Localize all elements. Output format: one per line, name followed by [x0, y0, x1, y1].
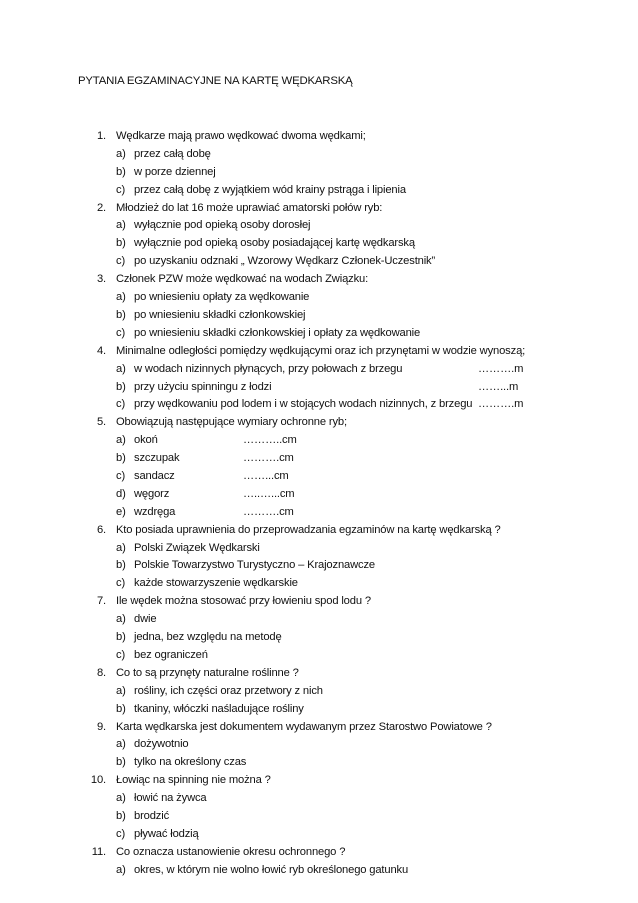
question-number: 10.: [90, 774, 106, 787]
answer-blank: …..…...cm: [243, 487, 295, 500]
answer-blank: ……….cm: [243, 505, 294, 518]
option-text: bez ograniczeń: [134, 648, 208, 661]
answer-option: [0, 307, 638, 325]
answer-blank: ………..cm: [243, 434, 297, 447]
option-text: okres, w którym nie wolno łowić ryb określonego gatunku: [134, 863, 409, 876]
answer-option: [0, 361, 638, 379]
option-text: szczupak: [134, 452, 180, 465]
answer-blank: ……...m: [478, 380, 519, 393]
answer-option: [0, 379, 638, 397]
question-text: Młodzież do lat 16 może uprawiać amatorski połów ryb:: [116, 201, 383, 214]
option-letter: b): [116, 380, 126, 393]
question-item: [0, 522, 638, 540]
question-number: 6.: [96, 523, 106, 536]
answer-option: [0, 611, 638, 629]
option-letter: b): [116, 631, 126, 644]
option-text: brodzić: [134, 810, 170, 822]
option-letter: c): [116, 326, 126, 339]
option-letter: b): [116, 308, 126, 321]
option-letter: b): [116, 702, 126, 715]
option-letter: a): [116, 863, 126, 876]
option-text: Polski Związek Wędkarski: [134, 541, 260, 554]
option-letter: a): [116, 219, 126, 232]
option-letter: a): [116, 684, 126, 697]
question-item: [0, 593, 638, 611]
option-text: okoń: [134, 434, 158, 447]
question-text: Minimalne odległości pomiędzy wędkującymi oraz ich przynętami w wodzie wynoszą;: [116, 344, 526, 357]
question-number: 7.: [96, 595, 106, 608]
option-letter: b): [116, 756, 126, 769]
question-item: [0, 844, 638, 862]
answer-option: [0, 182, 638, 200]
option-text: rośliny, ich części oraz przetwory z nich: [134, 684, 323, 697]
option-text: wyłącznie pod opieką osoby dorosłej: [134, 219, 311, 232]
answer-option: [0, 683, 638, 701]
option-letter: c): [116, 577, 126, 590]
option-letter: c): [116, 398, 126, 411]
question-item: [0, 414, 638, 432]
option-text: dożywotnio: [134, 738, 189, 751]
option-text: tylko na określony czas: [134, 756, 247, 769]
option-text: w porze dziennej: [134, 165, 216, 178]
question-item: [0, 719, 638, 737]
option-text: węgorz: [134, 487, 170, 500]
answer-option: [0, 450, 638, 468]
question-text: Co oznacza ustanowienie okresu ochronnego ?: [116, 845, 346, 858]
answer-blank: ……….m: [478, 398, 524, 411]
answer-option: [0, 325, 638, 343]
answer-option: [0, 504, 638, 522]
answer-option: [0, 235, 638, 253]
answer-option: [0, 647, 638, 665]
answer-option: [0, 575, 638, 593]
option-letter: a): [116, 738, 126, 751]
answer-option: [0, 629, 638, 647]
option-letter: b): [116, 810, 126, 822]
option-text: przy wędkowaniu pod lodem i w stojących wodach nizinnych, z brzegu: [134, 398, 473, 411]
answer-option: [0, 826, 638, 844]
answer-option: [0, 790, 638, 808]
option-letter: c): [116, 183, 126, 196]
answer-option: [0, 146, 638, 164]
answer-option: [0, 701, 638, 719]
option-letter: a): [116, 147, 126, 160]
question-text: Łowiąc na spinning nie można ?: [116, 774, 271, 787]
question-text: Kto posiada uprawnienia do przeprowadzania egzaminów na kartę wędkarską ?: [116, 523, 501, 536]
question-number: 3.: [96, 273, 106, 286]
answer-option: [0, 396, 638, 414]
answer-option: [0, 754, 638, 772]
option-text: po wniesieniu składki członkowskiej i opłaty za wędkowanie: [134, 326, 421, 339]
option-letter: c): [116, 255, 126, 268]
option-letter: b): [116, 165, 126, 178]
question-number: 8.: [96, 666, 106, 679]
answer-option: [0, 540, 638, 558]
question-item: [0, 343, 638, 361]
question-number: 4.: [96, 344, 106, 357]
answer-option: [0, 253, 638, 271]
option-text: sandacz: [134, 470, 175, 482]
answer-option: [0, 486, 638, 504]
option-letter: c): [116, 470, 126, 482]
option-text: po uzyskaniu odznaki „ Wzorowy Wędkarz Członek-Uczestnik”: [134, 255, 436, 268]
question-text: Obowiązują następujące wymiary ochronne ryb;: [116, 416, 347, 429]
question-item: [0, 665, 638, 683]
option-letter: a): [116, 613, 126, 626]
option-text: przez całą dobę: [134, 147, 211, 160]
question-number: 5.: [96, 416, 106, 429]
option-letter: c): [116, 827, 126, 840]
question-text: Członek PZW może wędkować na wodach Związku:: [116, 273, 369, 286]
option-letter: a): [116, 792, 126, 805]
question-item: [0, 200, 638, 218]
option-letter: b): [116, 452, 126, 465]
page-title: PYTANIA EGZAMINACYJNE NA KARTĘ WĘDKARSKĄ: [78, 75, 353, 87]
answer-option: [0, 432, 638, 450]
question-number: 1.: [96, 130, 106, 142]
option-letter: a): [116, 362, 126, 375]
option-letter: c): [116, 648, 126, 661]
option-text: tkaniny, włóczki naśladujące rośliny: [134, 702, 304, 715]
option-letter: e): [116, 505, 126, 518]
option-text: dwie: [134, 613, 157, 626]
option-text: przy użyciu spinningu z łodzi: [134, 380, 272, 393]
answer-option: [0, 557, 638, 575]
question-text: Karta wędkarska jest dokumentem wydawanym przez Starostwo Powiatowe ?: [116, 720, 492, 733]
option-text: w wodach nizinnych płynących, przy połowach z brzegu: [134, 362, 403, 375]
answer-option: [0, 808, 638, 826]
question-number: 11.: [91, 845, 106, 858]
option-letter: b): [116, 237, 126, 250]
question-item: [0, 271, 638, 289]
answer-blank: ……...cm: [243, 470, 289, 482]
question-list: [0, 128, 638, 880]
answer-option: [0, 736, 638, 754]
question-text: Co to są przynęty naturalne roślinne ?: [116, 666, 299, 679]
question-item: [0, 128, 638, 146]
answer-option: [0, 289, 638, 307]
option-text: każde stowarzyszenie wędkarskie: [134, 577, 298, 590]
option-text: wzdręga: [134, 505, 176, 518]
option-text: przez całą dobę z wyjątkiem wód krainy pstrąga i lipienia: [134, 183, 406, 196]
option-text: Polskie Towarzystwo Turystyczno – Krajoznawcze: [134, 559, 375, 572]
answer-blank: ……….m: [478, 362, 524, 375]
option-text: jedna, bez względu na metodę: [134, 631, 282, 644]
question-text: Wędkarze mają prawo wędkować dwoma wędkami;: [116, 130, 366, 142]
option-letter: d): [116, 487, 126, 500]
option-letter: a): [116, 434, 126, 447]
answer-blank: ……….cm: [243, 452, 294, 465]
option-text: pływać łodzią: [134, 827, 199, 840]
question-number: 9.: [96, 720, 106, 733]
question-number: 2.: [96, 201, 106, 214]
question-item: [0, 772, 638, 790]
option-text: wyłącznie pod opieką osoby posiadającej kartę wędkarską: [134, 237, 415, 250]
option-text: po wniesieniu opłaty za wędkowanie: [134, 291, 310, 304]
option-letter: a): [116, 291, 126, 304]
answer-option: [0, 217, 638, 235]
option-text: łowić na żywca: [134, 792, 207, 805]
answer-option: [0, 468, 638, 486]
question-text: Ile wędek można stosować przy łowieniu spod lodu ?: [116, 595, 371, 608]
answer-option: [0, 862, 638, 880]
answer-option: [0, 164, 638, 182]
option-letter: b): [116, 559, 126, 572]
option-letter: a): [116, 541, 126, 554]
option-text: po wniesieniu składki członkowskiej: [134, 308, 306, 321]
